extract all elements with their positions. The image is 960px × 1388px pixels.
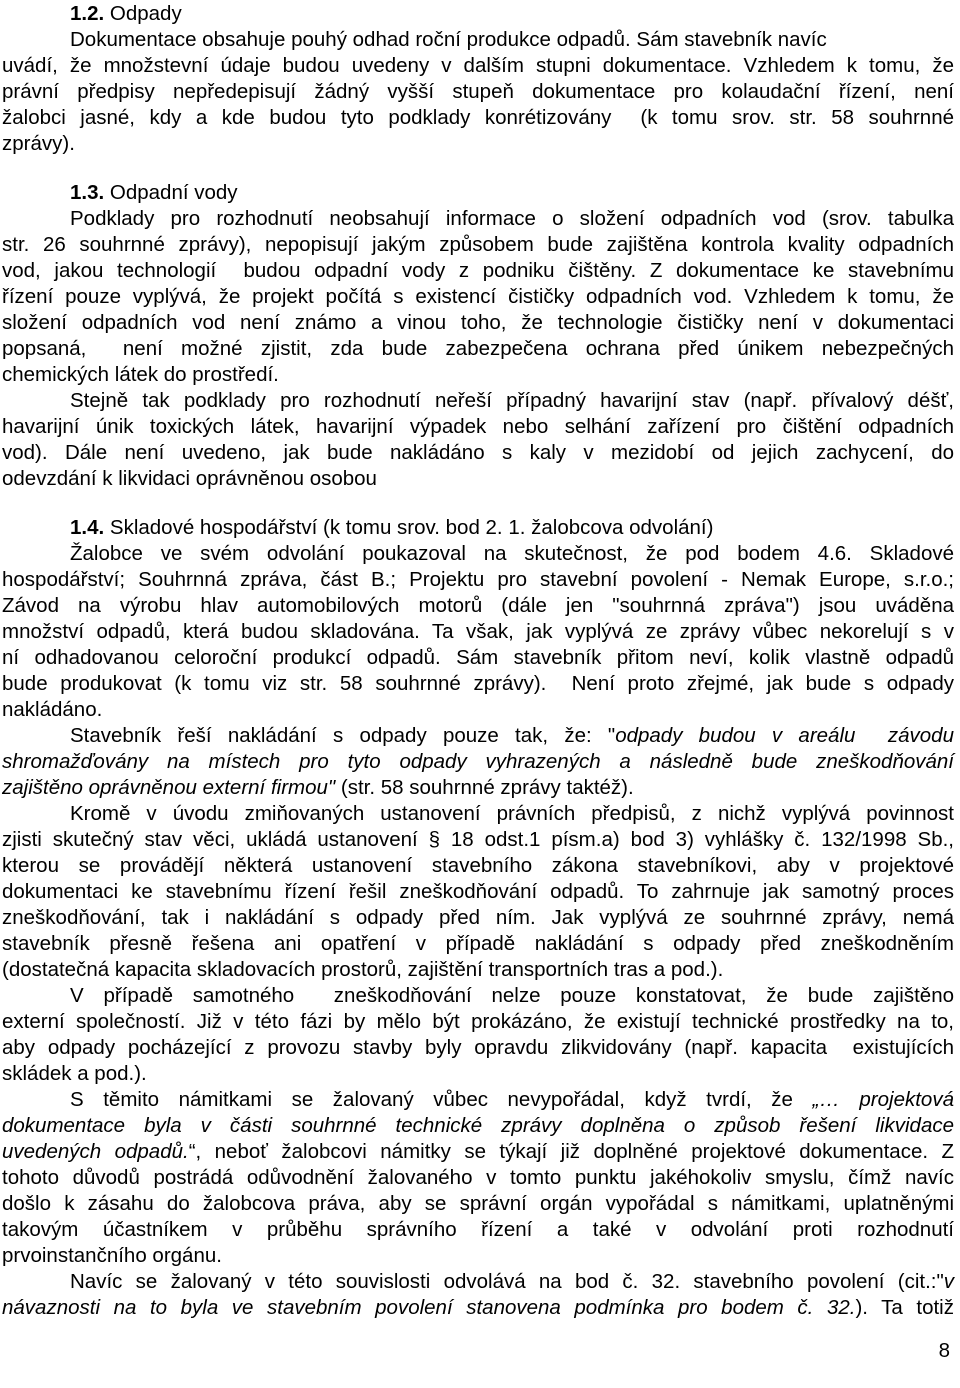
heading-1-3: 1.3. Odpadní vody (70, 181, 238, 204)
paragraph-line: Žalobce ve svém odvolání poukazoval na skutečnost, že pod bodem 4.6. Skladové (70, 542, 954, 565)
page-number: 8 (938, 1339, 950, 1362)
paragraph-line: Podklady pro rozhodnutí neobsahují informace o složení odpadních vod (srov. tabulka (70, 207, 954, 230)
paragraph-line: (dostatečná kapacita skladovacích prostorů, zajištění transportních tras a pod.). (2, 958, 724, 981)
paragraph-line: uvádí, že množstevní údaje budou uvedeny v dalším stupni dokumentace. Vzhledem k tomu, že (2, 54, 954, 77)
paragraph-line: zprávy). (2, 132, 75, 155)
paragraph-line: S těmito námitkami se žalovaný vůbec nevypořádal, když tvrdí, že „… projektová (70, 1088, 954, 1111)
paragraph-line: zjisti skutečný stav věci, ukládá ustanovení § 18 odst.1 písm.a) bod 3) vyhlášky č. 132/1998 Sb., (2, 828, 954, 851)
paragraph-line: havarijní únik toxických látek, havarijní výpadek nebo selhání zařízení pro čištění odpadních (2, 415, 954, 438)
paragraph-line: řízení pouze vyplývá, že projekt počítá s existencí čističky odpadních vod. Vzhledem k tomu, že (2, 285, 954, 308)
paragraph-line: Závod na výrobu hlav automobilových motorů (dále jen "souhrnná zpráva") jsou uváděna (2, 594, 954, 617)
paragraph-line: vod, jakou technologií budou odpadní vody z podniku čištěny. Z dokumentace ke stavebnímu (2, 259, 954, 282)
paragraph-line: Kromě v úvodu zmiňovaných ustanovení právních předpisů, z nichž vyplývá povinnost (70, 802, 954, 825)
paragraph-line: stavebník přesně řešena ani opatření v případě nakládání s odpady před zneškodněním (2, 932, 954, 955)
paragraph-line: takovým účastníkem v průběhu správního řízení a také v odvolání proti rozhodnutí (2, 1218, 954, 1241)
paragraph-line: zneškodňování, tak i nakládání s odpady před ním. Jak vyplývá ze souhrnné zprávy, nemá (2, 906, 954, 929)
paragraph-line: dokumentaci ke stavebnímu řízení řešil zneškodňování odpadů. To zahrnuje jak samotný proces (2, 880, 954, 903)
paragraph-line: zajištěno oprávněnou externí firmou" (str. 58 souhrnné zprávy taktéž). (2, 776, 634, 799)
paragraph-line: právní předpisy nepředepisují žádný vyšší stupeň dokumentace pro kolaudační řízení, není (2, 80, 954, 103)
paragraph-line: uvedených odpadů.“, neboť žalobcovi námitky se týkají již doplněné projektové dokumentace. Z (2, 1140, 954, 1163)
paragraph-line: Navíc se žalovaný v této souvislosti odvolává na bod č. 32. stavebního povolení (cit.:"v (70, 1270, 954, 1293)
paragraph-line: množství odpadů, která budou skladována. Ta však, jak vyplývá ze zprávy vůbec nekorelují s v (2, 620, 954, 643)
paragraph-line: vod). Dále není uvedeno, jak bude nakládáno s kaly v mezidobí od jejich zachycení, do (2, 441, 954, 464)
paragraph-line: složení odpadních vod není známo a vinou toho, že technologie čističky není v dokumentaci (2, 311, 954, 334)
paragraph-line: str. 26 souhrnné zprávy), nepopisují jakým způsobem bude zajištěna kontrola kvality odpadních (2, 233, 954, 256)
paragraph-line: odevzdání k likvidaci oprávněnou osobou (2, 467, 377, 490)
paragraph-line: skládek a pod.). (2, 1062, 147, 1085)
paragraph-line: žalobci jasné, kdy a kde budou tyto podklady konrétizovány (k tomu srov. str. 58 souhrnné (2, 106, 954, 129)
paragraph-line: popsaná, není možné zjistit, zda bude zabezpečena ochrana před únikem nebezpečných (2, 337, 954, 360)
paragraph-line-quote: dokumentace byla v části souhrnné technické zprávy doplněna o způsob řešení likvidace (2, 1114, 954, 1137)
paragraph-line: Stavebník řeší nakládání s odpady pouze tak, že: "odpady budou v areálu závodu (70, 724, 954, 747)
paragraph-line: došlo k zásahu do žalobcova práva, aby se správní orgán vypořádal s námitkami, uplatněnými (2, 1192, 954, 1215)
paragraph-line: chemických látek do prostředí. (2, 363, 279, 386)
paragraph-line: V případě samotného zneškodňování nelze pouze konstatovat, že bude zajištěno (70, 984, 954, 1007)
paragraph-line: Stejně tak podklady pro rozhodnutí neřeší případný havarijní stav (např. přívalový déšť, (70, 389, 954, 412)
paragraph-line: aby odpady pocházející z provozu stavby byly opravdu zlikvidovány (např. kapacita existujících (2, 1036, 954, 1059)
paragraph-line: bude produkovat (k tomu viz str. 58 souhrnné zprávy). Není proto zřejmé, jak bude s odpady (2, 672, 954, 695)
paragraph-line: externí společností. Již v této fázi by mělo být prokázáno, že existují technické prostředky na to, (2, 1010, 954, 1033)
paragraph-line-quote: shromažďovány na místech pro tyto odpady vyhrazených a následně bude zneškodňování (2, 750, 954, 773)
paragraph-line: kterou se provádějí některá ustanovení stavebního zákona stavebníkovi, aby v projektové (2, 854, 954, 877)
heading-1-4: 1.4. Skladové hospodářství (k tomu srov. bod 2. 1. žalobcova odvolání) (70, 516, 714, 539)
paragraph-line: hospodářství; Souhrnná zpráva, část B.; Projektu pro stavební povolení - Nemak Europe, s.r.o.; (2, 568, 954, 591)
heading-1-2: 1.2. Odpady (70, 2, 182, 25)
paragraph-line: Dokumentace obsahuje pouhý odhad roční produkce odpadů. Sám stavebník navíc (70, 28, 827, 51)
paragraph-line: tohoto důvodů postrádá odůvodnění žalovaného v tomto punktu jakéhokoliv smyslu, čímž navíc (2, 1166, 954, 1189)
paragraph-line: nakládáno. (2, 698, 103, 721)
paragraph-line: ní odhadovanou celoroční produkcí odpadů. Sám stavebník přitom neví, kolik vlastně odpadů (2, 646, 954, 669)
paragraph-line: návaznosti na to byla ve stavebním povolení stanovena podmínka pro bodem č. 32.). Ta totiž (2, 1296, 954, 1319)
paragraph-line: prvoinstančního orgánu. (2, 1244, 222, 1267)
